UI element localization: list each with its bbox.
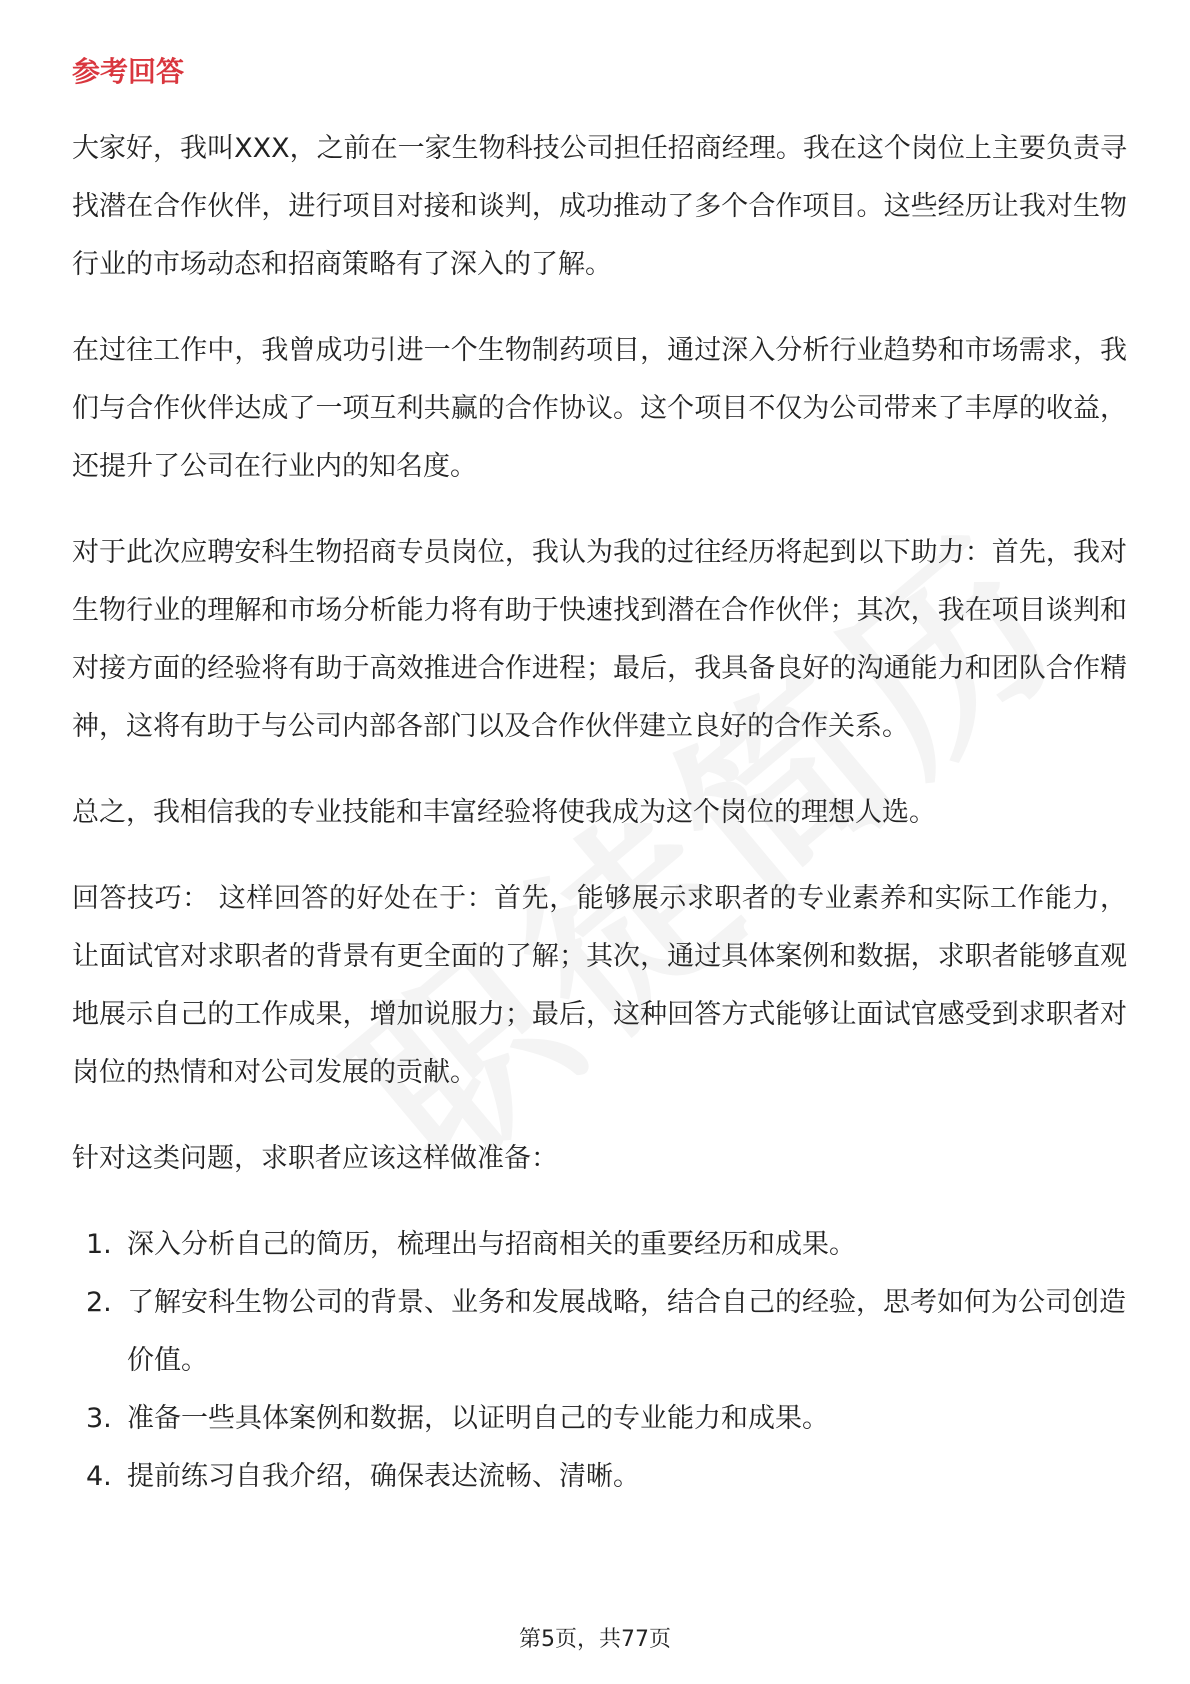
page-number: 第5页，共77页 [519, 1627, 671, 1652]
list-item [72, 1390, 1127, 1448]
list-item-text: 深入分析自己的简历，梳理出与招商相关的重要经历和成果。 [127, 1229, 856, 1260]
list-item-text: 准备一些具体案例和数据，以证明自己的专业能力和成果。 [127, 1403, 829, 1434]
preparation-steps [72, 1216, 1127, 1506]
document-body [72, 52, 1127, 1506]
list-item-number: 2. [86, 1287, 112, 1318]
paragraph-tips: 回答技巧： 这样回答的好处在于：首先，能够展示求职者的专业素养和实际工作能力，让面试官对求职者的背景有更全面的了解；其次，通过具体案例和数据，求职者能够直观地展示自己的工作成果，增加说服力；最后，这种回答方式能够让面试官感受到求职者对岗位的热情和对公司发展的贡献。 [72, 883, 1127, 1088]
list-item [72, 1274, 1127, 1390]
paragraph-experience: 在过往工作中，我曾成功引进一个生物制药项目，通过深入分析行业趋势和市场需求，我们与合作伙伴达成了一项互利共赢的合作协议。这个项目不仅为公司带来了丰厚的收益，还提升了公司在行业内的知名度。 [72, 335, 1127, 482]
section-heading: 参考回答 [72, 55, 185, 88]
paragraph-conclusion: 总之，我相信我的专业技能和丰富经验将使我成为这个岗位的理想人选。 [72, 797, 936, 828]
list-item-number: 3. [86, 1403, 112, 1434]
paragraph-intro: 大家好，我叫XXX，之前在一家生物科技公司担任招商经理。我在这个岗位上主要负责寻找潜在合作伙伴，进行项目对接和谈判，成功推动了多个合作项目。这些经历让我对生物行业的市场动态和招商策略有了深入的了解。 [72, 133, 1127, 280]
list-item [72, 1448, 1127, 1506]
list-item-number: 1. [86, 1229, 112, 1260]
paragraph-contribution: 对于此次应聘安科生物招商专员岗位，我认为我的过往经历将起到以下助力：首先，我对生物行业的理解和市场分析能力将有助于快速找到潜在合作伙伴；其次，我在项目谈判和对接方面的经验将有助于高效推进合作进程；最后，我具备良好的沟通能力和团队合作精神，这将有助于与公司内部各部门以及合作伙伴建立良好的合作关系。 [72, 537, 1127, 742]
list-item-number: 4. [86, 1461, 112, 1492]
list-item [72, 1216, 1127, 1274]
list-item-text: 提前练习自我介绍，确保表达流畅、清晰。 [127, 1461, 640, 1492]
list-item-text: 了解安科生物公司的背景、业务和发展战略，结合自己的经验，思考如何为公司创造价值。 [127, 1287, 1126, 1376]
paragraph-preparation: 针对这类问题，求职者应该这样做准备： [72, 1143, 558, 1174]
